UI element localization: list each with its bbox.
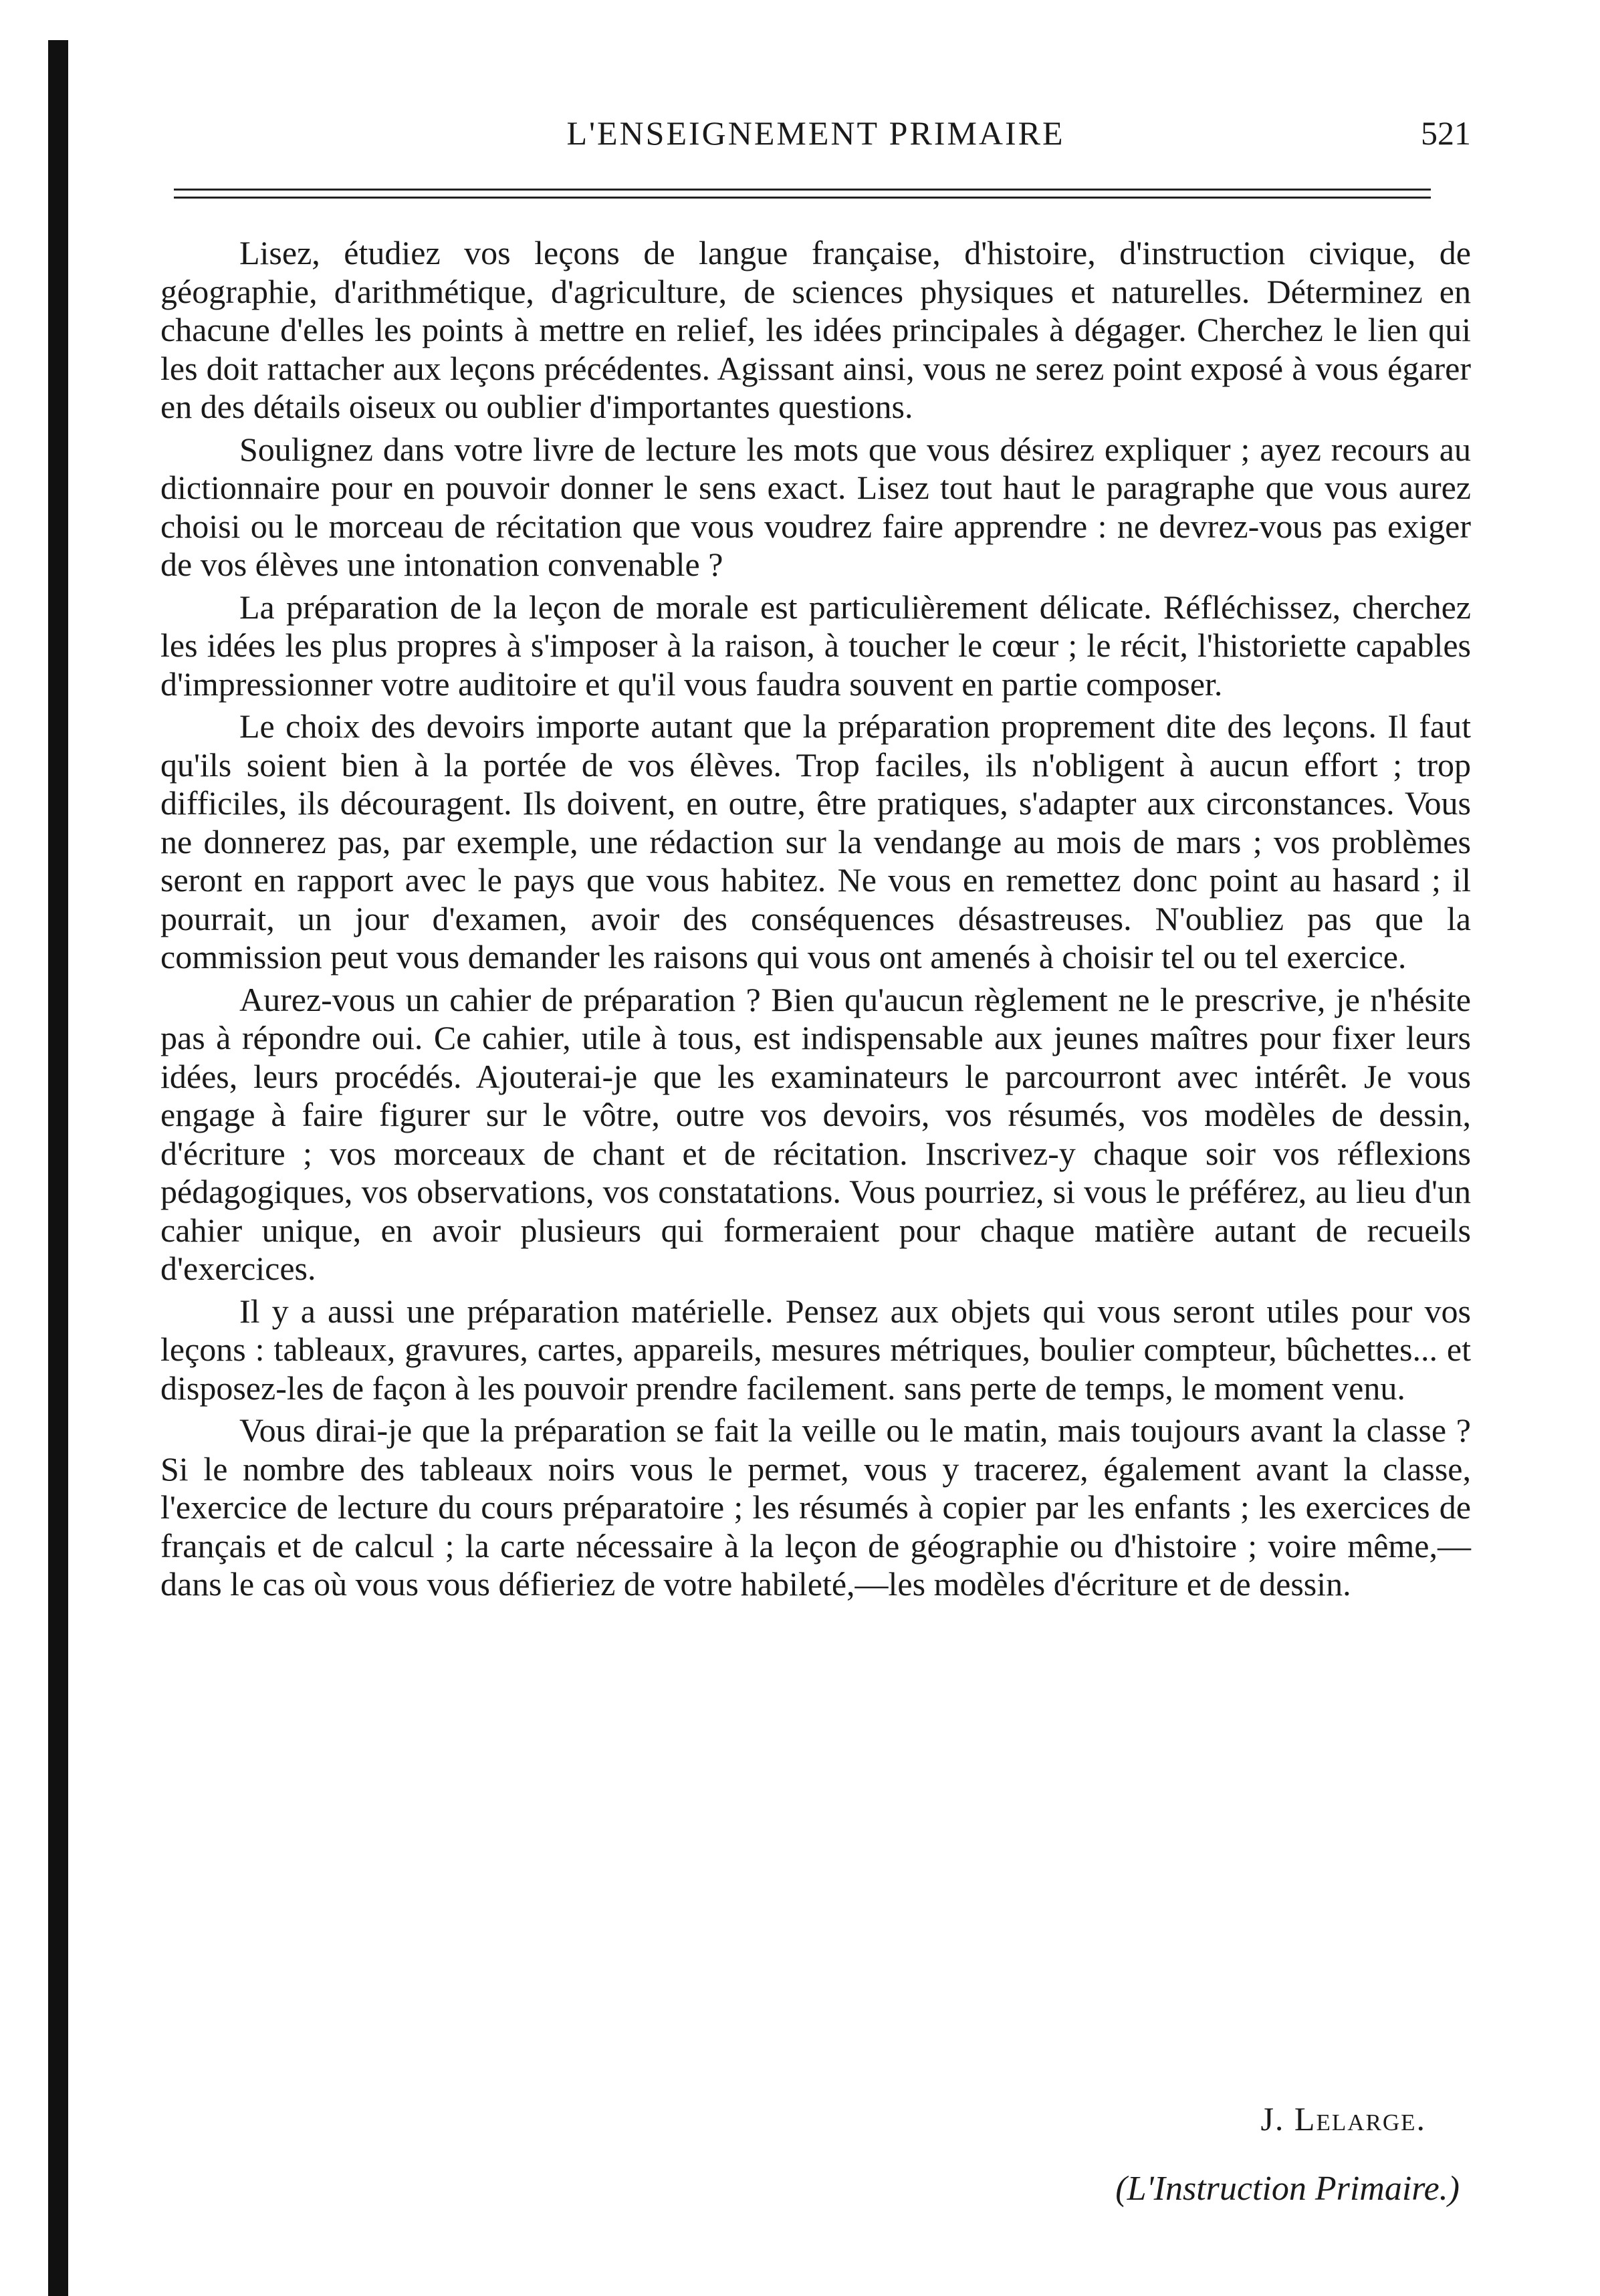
paragraph: Soulignez dans votre livre de lecture les mots que vous désirez expliquer ; ayez recours au dictionnaire pour en pouvoir donner le sens exact. Lisez tout haut le paragraphe que vous aurez choisi ou le morceau de récitation que vous voudrez faire apprendre : ne devrez-vous pas exiger de vos élèves une intonation convenable ? bbox=[160, 430, 1471, 583]
running-title: L'ENSEIGNEMENT PRIMAIRE bbox=[566, 114, 1065, 152]
paragraph: Lisez, étudiez vos leçons de langue française, d'histoire, d'instruction civique, de géographie, d'arithmétique, d'agriculture, de sciences physiques et naturelles. Déterminez en chacune d'elles les points à mettre en relief, les idées principales à dégager. Cherchez le lien qui les doit rattacher aux leçons précédentes. Agissant ainsi, vous ne serez point exposé à vous égarer en des détails oiseux ou oublier d'importantes questions. bbox=[160, 234, 1471, 425]
page-number: 521 bbox=[1421, 114, 1471, 152]
page-header bbox=[160, 114, 1471, 160]
paragraph: La préparation de la leçon de morale est particulièrement délicate. Réfléchissez, cherchez les idées les plus propres à s'imposer à la raison, à toucher le cœur ; le récit, l'historiette capables d'impressionner votre auditoire et qu'il vous faudra souvent en partie composer. bbox=[160, 588, 1471, 703]
paragraph: Il y a aussi une préparation matérielle. Pensez aux objets qui vous seront utiles pour vos leçons : tableaux, gravures, cartes, appareils, mesures métriques, boulier compteur, bûchettes... et disposez-les de façon à les pouvoir prendre facilement. sans perte de temps, le moment venu. bbox=[160, 1292, 1471, 1407]
paragraph: Le choix des devoirs importe autant que la préparation proprement dite des leçons. Il faut qu'ils soient bien à la portée de vos élèves. Trop faciles, ils n'obligent à aucun effort ; trop difficiles, ils découragent. Ils doivent, en outre, être pratiques, s'adapter aux circonstances. Vous ne donnerez pas, par exemple, une rédaction sur la vendange au mois de mars ; vos problèmes seront en rapport avec le pays que vous habitez. Ne vous en remettez donc point au hasard ; il pourrait, un jour d'examen, avoir des conséquences désastreuses. N'oubliez pas que la commission peut vous demander les raisons qui vous ont amenés à choisir tel ou tel exercice. bbox=[160, 707, 1471, 975]
paragraph: Aurez-vous un cahier de préparation ? Bien qu'aucun règlement ne le prescrive, je n'hésite pas à répondre oui. Ce cahier, utile à tous, est indispensable aux jeunes maîtres pour fixer leurs idées, leurs procédés. Ajouterai-je que les examinateurs le parcourront avec intérêt. Je vous engage à faire figurer sur le vôtre, outre vos devoirs, vos résumés, vos modèles de dessin, d'écriture ; vos morceaux de chant et de récitation. Inscrivez-y chaque soir vos réflexions pédagogiques, vos observations, vos constatations. Vous pourriez, si vous le préférez, au lieu d'un cahier unique, en avoir plusieurs qui formeraient pour chaque matière autant de recueils d'exercices. bbox=[160, 980, 1471, 1287]
author-signature: J. Lelarge. bbox=[1260, 2100, 1426, 2138]
binding-margin-bar bbox=[48, 40, 68, 2296]
article-body bbox=[160, 234, 1471, 1608]
header-rule-bottom bbox=[174, 197, 1431, 199]
source-citation: (L'Instruction Primaire.) bbox=[1115, 2170, 1460, 2208]
paragraph: Vous dirai-je que la préparation se fait la veille ou le matin, mais toujours avant la classe ? Si le nombre des tableaux noirs vous le permet, vous y tracerez, également avant la classe, l'exercice de lecture du cours préparatoire ; les résumés à copier par les enfants ; les exercices de français et de calcul ; la carte nécessaire à la leçon de géographie ou d'histoire ; voire même,—dans le cas où vous vous défieriez de votre habileté,—les modèles d'écriture et de dessin. bbox=[160, 1411, 1471, 1603]
header-rule-top bbox=[174, 189, 1431, 191]
